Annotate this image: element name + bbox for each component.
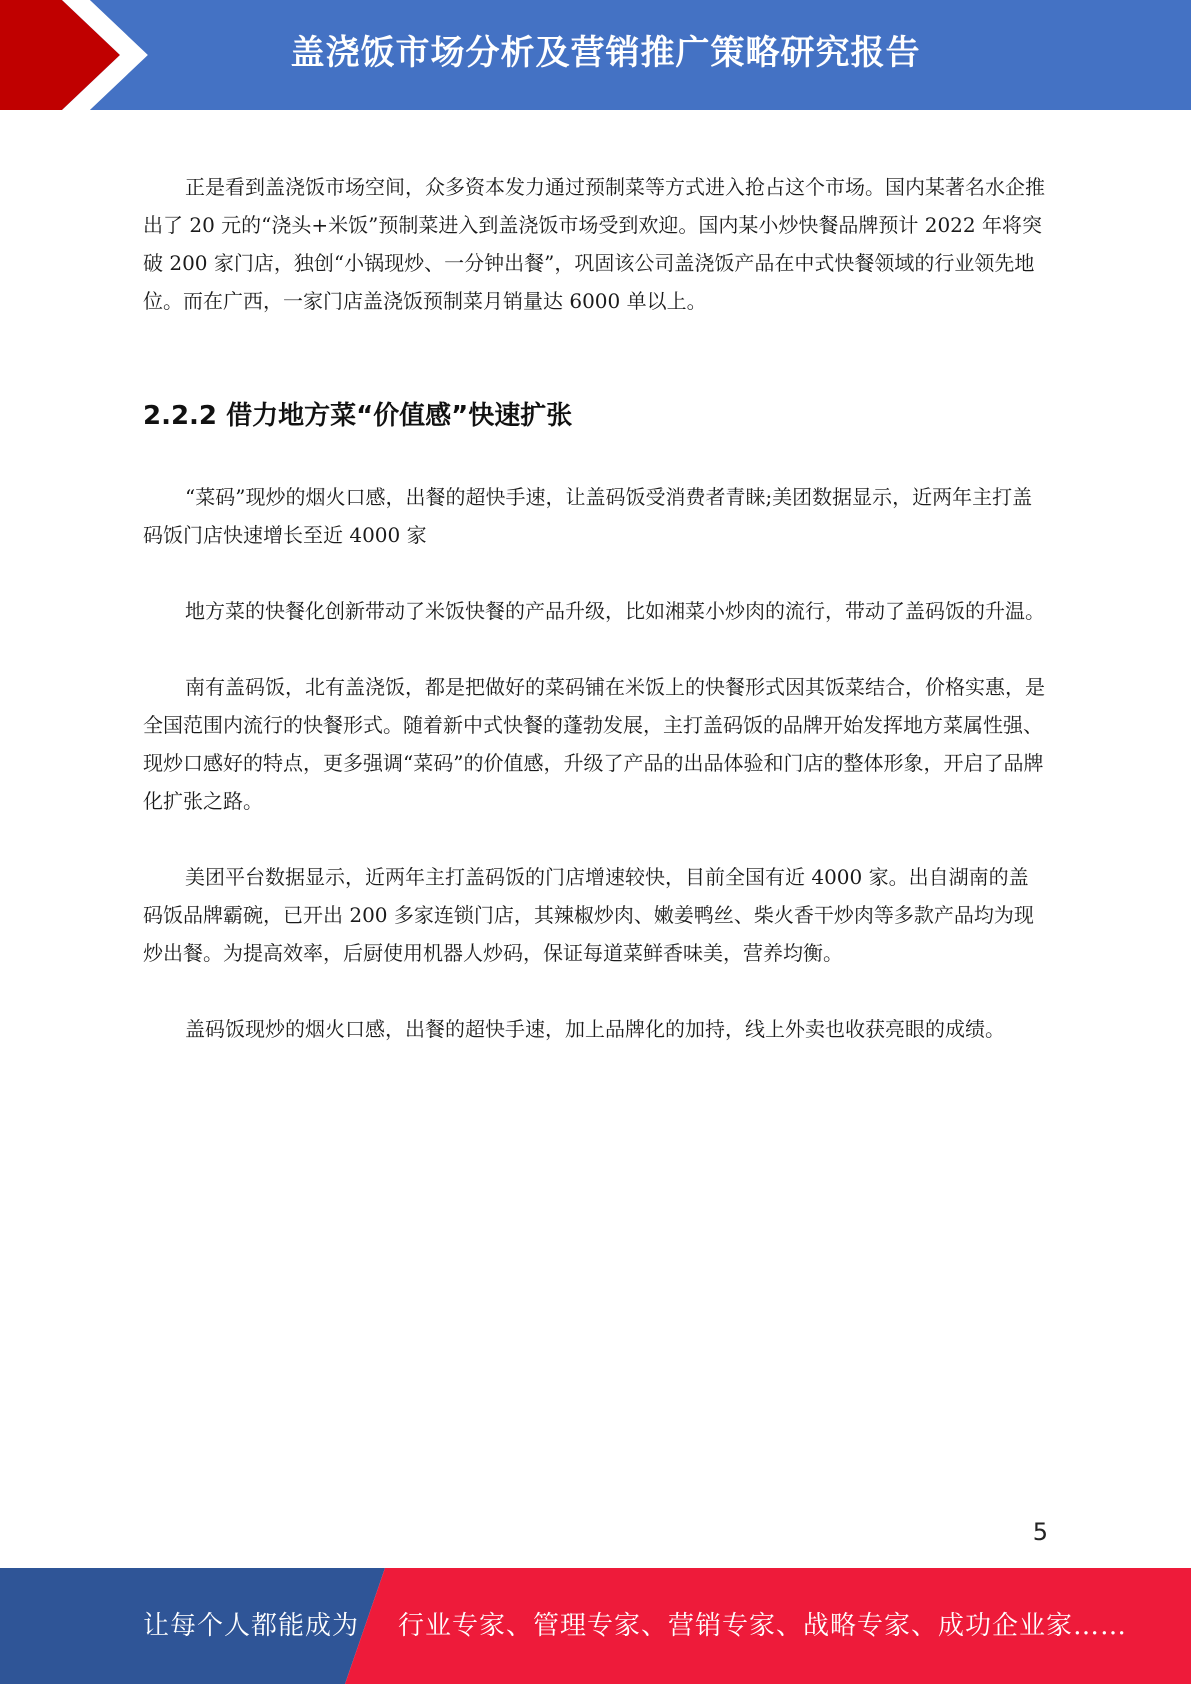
footer-slogan-left: 让每个人都能成为 [143,1611,360,1641]
document-title: 盖浇饭市场分析及营销推广策略研究报告 [290,33,921,73]
paragraph: “菜码”现炒的烟火口感，出餐的超快手速，让盖码饭受消费者青睐;美团数据显示，近两年主打盖码饭门店快速增长至近 4000 家 [143,485,1033,547]
paragraph: 盖码饭现炒的烟火口感，出餐的超快手速，加上品牌化的加持，线上外卖也收获亮眼的成绩。 [185,1017,1005,1041]
page-header [0,0,1191,110]
footer-slogan-right: 行业专家、管理专家、营销专家、战略专家、成功企业家…… [398,1611,1128,1641]
paragraph: 美团平台数据显示，近两年主打盖码饭的门店增速较快，目前全国有近 4000 家。出自湖南的盖码饭品牌霸碗，已开出 200 多家连锁门店，其辣椒炒肉、嫩姜鸭丝、柴火香干炒肉等多款产品均为现炒出餐。为提高效率，后厨使用机器人炒码，保证每道菜鲜香味美，营养均衡。 [143,865,1034,965]
page-footer [0,1568,1191,1684]
paragraph: 南有盖码饭，北有盖浇饭，都是把做好的菜码铺在米饭上的快餐形式因其饭菜结合，价格实惠，是全国范围内流行的快餐形式。随着新中式快餐的蓬勃发展，主打盖码饭的品牌开始发挥地方菜属性强、现炒口感好的特点，更多强调“菜码”的价值感，升级了产品的出品体验和门店的整体形象，开启了品牌化扩张之路。 [143,675,1045,813]
intro-section [143,168,1048,320]
page-number: 5 [1032,1518,1048,1546]
section-heading-2-2-2: 2.2.2 借力地方菜“价值感”快速扩张 [143,401,573,431]
section-2-2-2-body [143,478,1048,1048]
paragraph: 正是看到盖浇饭市场空间，众多资本发力通过预制菜等方式进入抢占这个市场。国内某著名水企推出了 20 元的“浇头+米饭”预制菜进入到盖浇饭市场受到欢迎。国内某小炒快餐品牌预计 2022 年将突破 200 家门店，独创“小锅现炒、一分钟出餐”，巩固该公司盖浇饭产品在中式快餐领域的行业领先地位。而在广西，一家门店盖浇饭预制菜月销量达 6000 单以上。 [143,175,1045,313]
paragraph: 地方菜的快餐化创新带动了米饭快餐的产品升级，比如湘菜小炒肉的流行，带动了盖码饭的升温。 [185,599,1045,623]
